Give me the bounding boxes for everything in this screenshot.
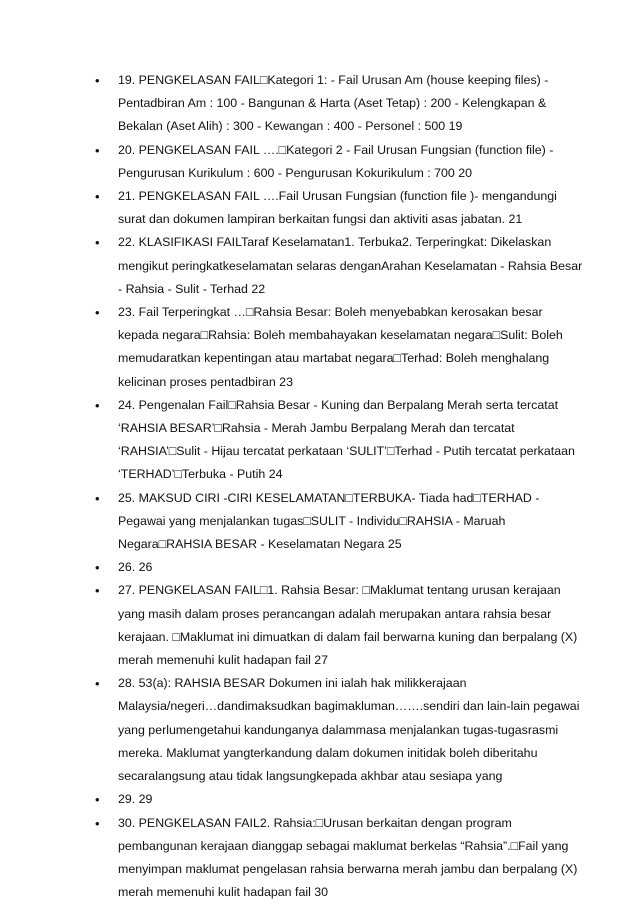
list-item-text-line: Pegawai yang menjalankan tugas□SULIT - Individu□RAHSIA - Maruah — [118, 510, 546, 533]
list-item-text-line: memudaratkan kepentingan atau martabat negara□Terhad: Boleh menghalang — [118, 347, 546, 370]
list-item-text-line: 30. PENGKELASAN FAIL2. Rahsia:□Urusan berkaitan dengan program — [118, 812, 546, 835]
bullet-icon: • — [95, 579, 100, 602]
list-item-text-line: 23. Fail Terperingkat …□Rahsia Besar: Boleh menyebabkan kerosakan besar — [118, 301, 546, 324]
list-item-text-line: Pengurusan Kurikulum : 600 - Pengurusan Kokurikulum : 700 20 — [118, 162, 546, 185]
list-item — [118, 672, 546, 788]
list-item — [118, 556, 546, 579]
list-item — [118, 812, 546, 904]
list-item-text-line: Bekalan (Aset Alih) : 300 - Kewangan : 400 - Personel : 500 19 — [118, 115, 546, 138]
list-item-text-line: 22. KLASIFIKASI FAILTaraf Keselamatan1. Terbuka2. Terperingkat: Dikelaskan — [118, 231, 546, 254]
list-item-text-line: - Rahsia - Sulit - Terhad 22 — [118, 278, 546, 301]
list-item-text-line: ‘TERHAD’□Terbuka - Putih 24 — [118, 463, 546, 486]
list-item-text-line: 25. MAKSUD CIRI -CIRI KESELAMATAN□TERBUKA- Tiada had□TERHAD - — [118, 487, 546, 510]
list-item — [118, 301, 546, 394]
list-item-text-line: kelicinan proses pentadbiran 23 — [118, 371, 546, 394]
list-item-text-line: 24. Pengenalan Fail□Rahsia Besar - Kuning dan Berpalang Merah serta tercatat — [118, 394, 546, 417]
list-item-text-line: merah memenuhi kulit hadapan fail 27 — [118, 649, 546, 672]
bullet-icon: • — [95, 788, 100, 811]
list-item-text-line: ‘RAHSIA’□Sulit - Hijau tercatat perkataan ‘SULIT’□Terhad - Putih tercatat perkataan — [118, 440, 546, 463]
bullet-icon: • — [95, 672, 100, 695]
list-item — [118, 394, 546, 487]
bullet-icon: • — [95, 556, 100, 579]
list-item-text-line: 20. PENGKELASAN FAIL ….□Kategori 2 - Fail Urusan Fungsian (function file) - — [118, 139, 546, 162]
list-item — [118, 139, 546, 185]
list-item — [118, 185, 546, 231]
list-item — [118, 231, 546, 301]
bullet-list — [118, 69, 546, 904]
list-item-text-line: yang masih dalam proses perancangan adalah merupakan antara rahsia besar — [118, 603, 546, 626]
list-item — [118, 69, 546, 139]
list-item-text-line: kerajaan. □Maklumat ini dimuatkan di dalam fail berwarna kuning dan berpalang (X) — [118, 626, 546, 649]
list-item-text-line: 21. PENGKELASAN FAIL ….Fail Urusan Fungsian (function file )- mengandungi — [118, 185, 546, 208]
bullet-icon: • — [95, 185, 100, 208]
bullet-icon: • — [95, 487, 100, 510]
bullet-icon: • — [95, 812, 100, 835]
list-item-text-line: mereka. Maklumat yangterkandung dalam dokumen initidak boleh diberitahu — [118, 742, 546, 765]
list-item-text-line: 29. 29 — [118, 788, 546, 811]
bullet-icon: • — [95, 139, 100, 162]
list-item-text-line: merah memenuhi kulit hadapan fail 30 — [118, 881, 546, 904]
list-item-text-line: 26. 26 — [118, 556, 546, 579]
list-item-text-line: ‘RAHSIA BESAR’□Rahsia - Merah Jambu Berpalang Merah dan tercatat — [118, 417, 546, 440]
list-item — [118, 487, 546, 557]
bullet-icon: • — [95, 231, 100, 254]
list-item — [118, 579, 546, 672]
list-item-text-line: surat dan dokumen lampiran berkaitan fungsi dan aktiviti asas jabatan. 21 — [118, 208, 546, 231]
bullet-icon: • — [95, 394, 100, 417]
list-item-text-line: kepada negara□Rahsia: Boleh membahayakan keselamatan negara□Sulit: Boleh — [118, 324, 546, 347]
list-item-text-line: mengikut peringkatkeselamatan selaras denganArahan Keselamatan - Rahsia Besar — [118, 255, 546, 278]
list-item-text-line: yang perlumengetahui kandunganya dalammasa menjalankan tugas-tugasrasmi — [118, 719, 546, 742]
list-item — [118, 788, 546, 811]
list-item-text-line: menyimpan maklumat pengelasan rahsia berwarna merah jambu dan berpalang (X) — [118, 858, 546, 881]
list-item-text-line: Negara□RAHSIA BESAR - Keselamatan Negara 25 — [118, 533, 546, 556]
list-item-text-line: 28. 53(a): RAHSIA BESAR Dokumen ini ialah hak milikkerajaan — [118, 672, 546, 695]
list-item-text-line: 27. PENGKELASAN FAIL□1. Rahsia Besar: □Maklumat tentang urusan kerajaan — [118, 579, 546, 602]
list-item-text-line: pembangunan kerajaan dianggap sebagai maklumat berkelas “Rahsia”.□Fail yang — [118, 835, 546, 858]
bullet-icon: • — [95, 69, 100, 92]
bullet-icon: • — [95, 301, 100, 324]
list-item-text-line: Pentadbiran Am : 100 - Bangunan & Harta (Aset Tetap) : 200 - Kelengkapan & — [118, 92, 546, 115]
list-item-text-line: secaralangsung atau tidak langsungkepada akhbar atau sesiapa yang — [118, 765, 546, 788]
list-item-text-line: Malaysia/negeri…dandimaksudkan bagimakluman…….sendiri dan lain-lain pegawai — [118, 695, 546, 718]
list-item-text-line: 19. PENGKELASAN FAIL□Kategori 1: - Fail Urusan Am (house keeping files) - — [118, 69, 546, 92]
